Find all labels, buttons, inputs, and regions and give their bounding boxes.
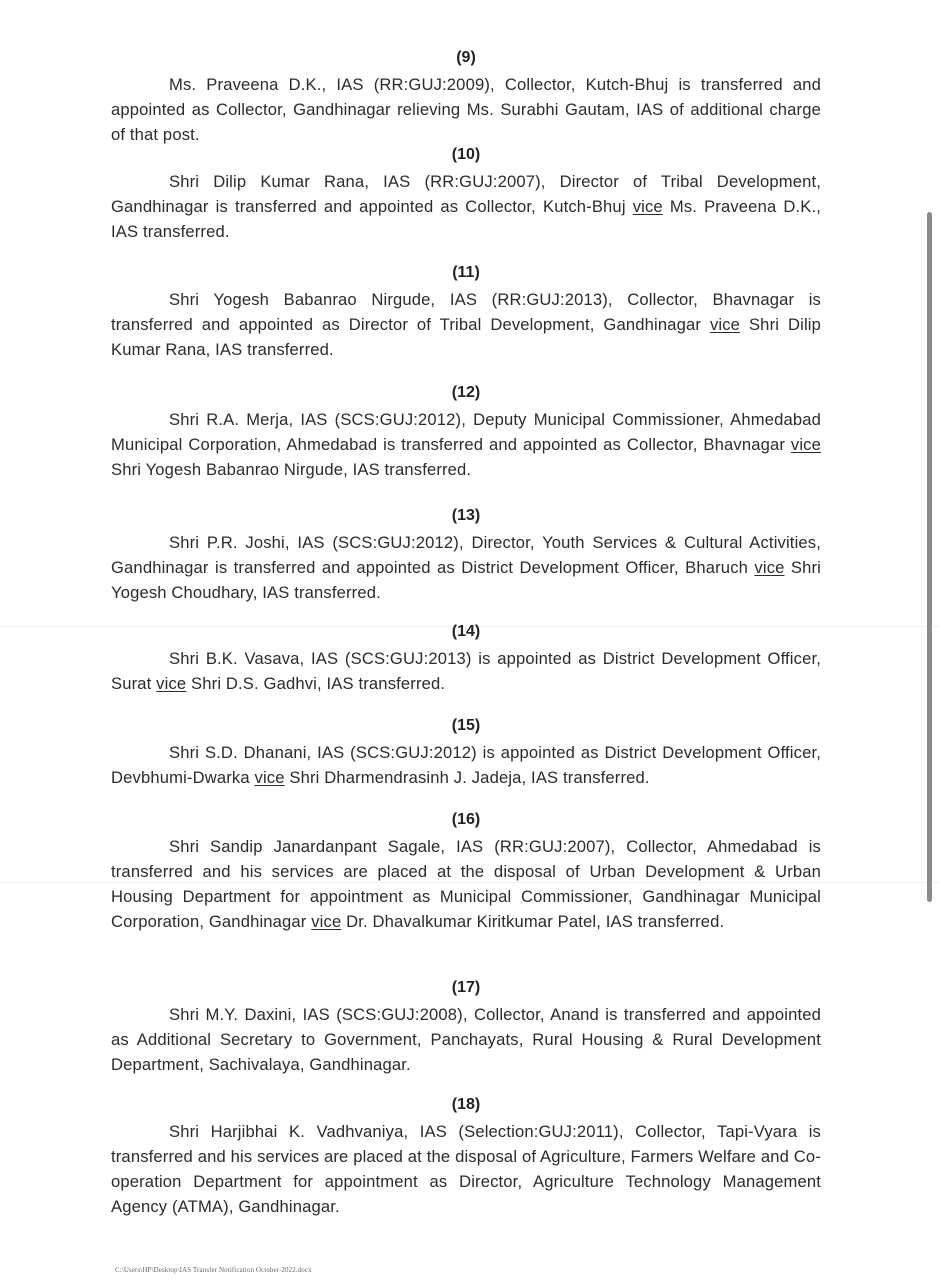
section-text: Shri B.K. Vasava, IAS (SCS:GUJ:2013) is appointed as District Development Officer, Surat vice Shri D.S. Gadhvi, IAS transferred. — [111, 649, 821, 693]
section-number: (17) — [451, 979, 481, 996]
order-section-11 — [111, 263, 821, 362]
order-section-9 — [111, 48, 821, 147]
section-number: (18) — [451, 1096, 481, 1113]
section-number: (10) — [451, 146, 481, 163]
order-section-15 — [111, 716, 821, 790]
order-section-17 — [111, 978, 821, 1077]
section-number: (14) — [451, 623, 481, 640]
section-number: (16) — [451, 811, 481, 828]
section-number: (15) — [451, 717, 481, 734]
order-section-16 — [111, 810, 821, 934]
order-section-13 — [111, 506, 821, 605]
order-section-14 — [111, 622, 821, 696]
file-path-footer: C:\Users\HP\Desktop\IAS Transfer Notification October-2022.docx — [115, 1266, 312, 1274]
section-number: (13) — [451, 507, 481, 524]
section-text: Shri S.D. Dhanani, IAS (SCS:GUJ:2012) is appointed as District Development Officer, Devbhumi-Dwarka vice Shri Dharmendrasinh J. Jadeja, IAS transferred. — [111, 743, 821, 787]
order-section-12 — [111, 383, 821, 482]
section-text: Shri Sandip Janardanpant Sagale, IAS (RR:GUJ:2007), Collector, Ahmedabad is transferred and his services are placed at the disposal of Urban Development & Urban Housing Department for appointment as Municipal Commissioner, Gandhinagar Municipal Corporation, Gandhinagar vice Dr. Dhavalkumar Kiritkumar Patel, IAS transferred. — [111, 837, 821, 931]
section-number: (12) — [451, 384, 481, 401]
section-text: Ms. Praveena D.K., IAS (RR:GUJ:2009), Collector, Kutch-Bhuj is transferred and appointed as Collector, Gandhinagar relieving Ms. Surabhi Gautam, IAS of additional charge of that post. — [111, 75, 821, 144]
order-section-10 — [111, 145, 821, 244]
section-text: Shri M.Y. Daxini, IAS (SCS:GUJ:2008), Collector, Anand is transferred and appointed as Additional Secretary to Government, Panchayats, Rural Housing & Rural Development Department, Sachivalaya, Gandhinagar. — [111, 1005, 821, 1074]
section-text: Shri R.A. Merja, IAS (SCS:GUJ:2012), Deputy Municipal Commissioner, Ahmedabad Municipal Corporation, Ahmedabad is transferred and appointed as Collector, Bhavnagar vice Shri Yogesh Babanrao Nirgude, IAS transferred. — [111, 410, 821, 479]
section-text: Shri Yogesh Babanrao Nirgude, IAS (RR:GUJ:2013), Collector, Bhavnagar is transferred and appointed as Director of Tribal Development, Gandhinagar vice Shri Dilip Kumar Rana, IAS transferred. — [111, 290, 822, 359]
section-number: (11) — [452, 264, 480, 281]
section-text: Shri Harjibhai K. Vadhvaniya, IAS (Selection:GUJ:2011), Collector, Tapi-Vyara is transferred and his services are placed at the disposal of Agriculture, Farmers Welfare and Co-operation Department for appointment as Director, Agriculture Technology Management Agency (ATMA), Gandhinagar. — [111, 1122, 821, 1216]
order-section-18 — [111, 1095, 821, 1219]
scrollbar[interactable] — [927, 212, 932, 902]
section-number: (9) — [456, 49, 476, 66]
section-text: Shri P.R. Joshi, IAS (SCS:GUJ:2012), Director, Youth Services & Cultural Activities, Gandhinagar is transferred and appointed as District Development Officer, Bharuch vice Shri Yogesh Choudhary, IAS transferred. — [111, 533, 822, 602]
section-text: Shri Dilip Kumar Rana, IAS (RR:GUJ:2007), Director of Tribal Development, Gandhinagar is transferred and appointed as Collector, Kutch-Bhuj vice Ms. Praveena D.K., IAS transferred. — [111, 172, 822, 241]
